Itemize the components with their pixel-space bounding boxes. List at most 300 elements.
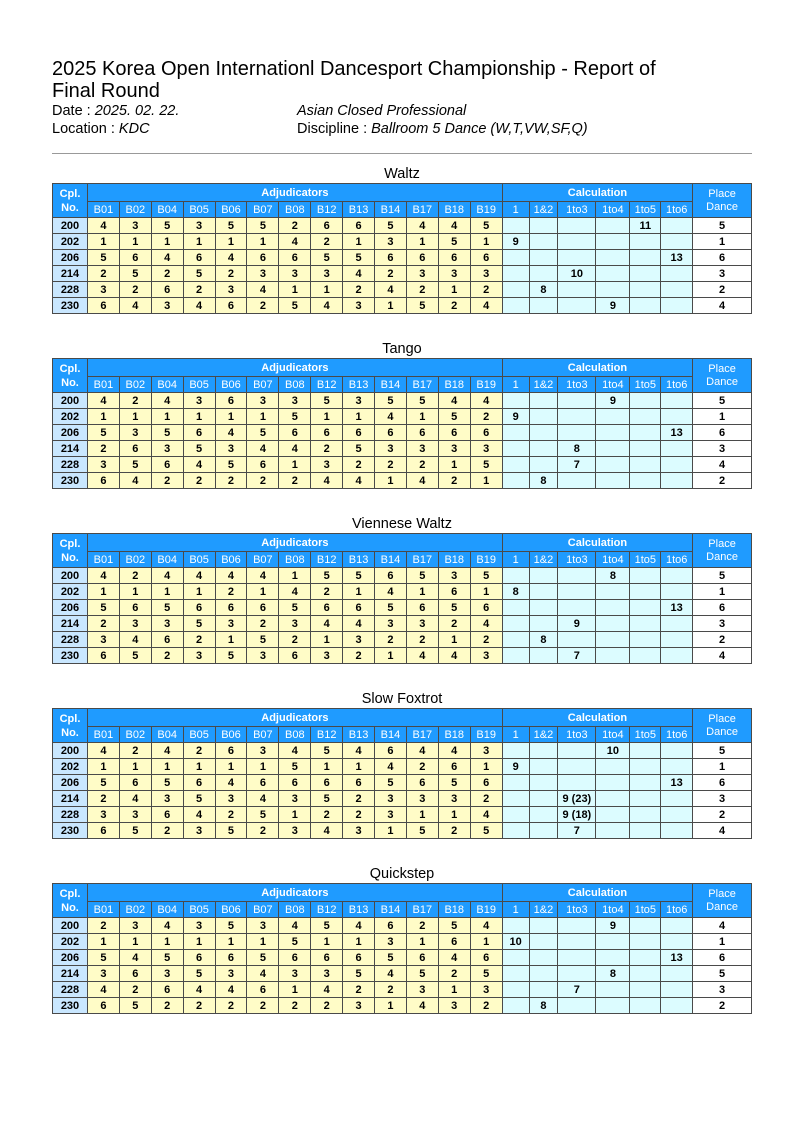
adjudicator-mark: 2 [470, 282, 502, 298]
adjudicator-mark: 6 [406, 950, 438, 966]
cpl-header-line1: Cpl. [59, 887, 81, 900]
judge-header: B06 [215, 552, 247, 568]
adjudicator-mark: 1 [470, 473, 502, 489]
adjudicator-mark: 4 [215, 568, 247, 584]
adjudicator-mark: 6 [215, 298, 247, 314]
calculation-cell [596, 759, 630, 775]
judge-header: B08 [279, 902, 311, 918]
couple-number: 200 [53, 743, 88, 759]
calculation-cell: 13 [661, 425, 693, 441]
adjudicator-mark: 4 [279, 584, 311, 600]
calculation-header: Calculation [502, 884, 692, 902]
couple-number: 202 [53, 759, 88, 775]
judge-header: B05 [183, 202, 215, 218]
calc-col-header: 1to5 [630, 902, 661, 918]
calculation-cell [596, 775, 630, 791]
calculation-cell [596, 218, 630, 234]
dance-title: Tango [382, 341, 422, 357]
adjudicator-mark: 1 [151, 234, 183, 250]
calc-col-header: 1 [502, 202, 529, 218]
couple-number: 206 [53, 600, 88, 616]
adjudicator-mark: 2 [215, 584, 247, 600]
adjudicator-mark: 3 [438, 266, 470, 282]
calc-col-header: 1to4 [596, 377, 630, 393]
adjudicator-mark: 2 [183, 473, 215, 489]
adjudicator-mark: 3 [215, 441, 247, 457]
adjudicator-mark: 1 [247, 234, 279, 250]
adjudicator-mark: 4 [406, 218, 438, 234]
calculation-cell [529, 775, 558, 791]
adjudicator-mark: 1 [151, 759, 183, 775]
place-cell: 2 [693, 282, 752, 298]
calculation-cell [596, 950, 630, 966]
adjudicator-mark: 4 [375, 584, 407, 600]
calculation-cell: 8 [596, 966, 630, 982]
judge-header: B12 [311, 727, 343, 743]
adjudicator-mark: 4 [151, 250, 183, 266]
adjudicator-mark: 4 [215, 425, 247, 441]
adjudicator-mark: 5 [119, 648, 151, 664]
couple-row [53, 807, 752, 823]
adjudicator-mark: 6 [151, 982, 183, 998]
adjudicator-mark: 2 [151, 823, 183, 839]
judge-header: B01 [87, 727, 119, 743]
adjudicator-mark: 4 [311, 982, 343, 998]
adjudicator-mark: 5 [183, 266, 215, 282]
calculation-cell [502, 918, 529, 934]
adjudicator-mark: 6 [375, 425, 407, 441]
adjudicator-mark: 3 [438, 441, 470, 457]
calculation-cell [502, 791, 529, 807]
date-label: Date : [52, 103, 91, 119]
place-cell: 4 [693, 457, 752, 473]
adjudicator-mark: 2 [438, 616, 470, 632]
calculation-cell: 13 [661, 950, 693, 966]
adjudicator-mark: 1 [183, 234, 215, 250]
adjudicator-mark: 6 [343, 775, 375, 791]
table-header-row [53, 359, 752, 377]
place-header [693, 184, 752, 218]
adjudicator-mark: 6 [470, 425, 502, 441]
couple-number: 200 [53, 918, 88, 934]
calculation-cell [558, 998, 596, 1014]
adjudicator-mark: 3 [375, 234, 407, 250]
calculation-cell: 13 [661, 775, 693, 791]
calculation-cell [661, 632, 693, 648]
calc-col-header: 1to5 [630, 377, 661, 393]
calculation-cell [661, 393, 693, 409]
adjudicator-mark: 5 [470, 568, 502, 584]
adjudicator-mark: 2 [343, 457, 375, 473]
adjudicator-mark: 4 [247, 282, 279, 298]
calculation-cell [502, 298, 529, 314]
table-header-row [53, 184, 752, 202]
place-cell: 1 [693, 759, 752, 775]
adjudicator-mark: 1 [119, 409, 151, 425]
adjudicator-mark: 5 [247, 950, 279, 966]
adjudicator-mark: 5 [215, 823, 247, 839]
adjudicator-mark: 2 [151, 998, 183, 1014]
adjudicator-mark: 6 [215, 743, 247, 759]
adjudicator-mark: 1 [438, 807, 470, 823]
adjudicator-mark: 3 [215, 791, 247, 807]
adjudicator-mark: 6 [406, 425, 438, 441]
adjudicator-mark: 3 [311, 457, 343, 473]
adjudicator-mark: 6 [87, 823, 119, 839]
adjudicator-mark: 5 [87, 600, 119, 616]
calc-col-header: 1to4 [596, 202, 630, 218]
adjudicator-mark: 5 [470, 823, 502, 839]
table-subheader-row [53, 902, 752, 918]
calculation-cell [630, 823, 661, 839]
adjudicator-mark: 2 [375, 266, 407, 282]
adjudicator-mark: 1 [87, 759, 119, 775]
adjudicator-mark: 2 [183, 743, 215, 759]
adjudicator-mark: 4 [438, 743, 470, 759]
couple-number: 214 [53, 966, 88, 982]
calculation-cell: 10 [558, 266, 596, 282]
judge-header: B14 [375, 552, 407, 568]
adjudicator-mark: 2 [87, 791, 119, 807]
adjudicator-mark: 5 [247, 425, 279, 441]
adjudicator-mark: 2 [343, 282, 375, 298]
results-table [52, 533, 752, 664]
judge-header: B19 [470, 377, 502, 393]
couple-number: 228 [53, 982, 88, 998]
calculation-cell [661, 934, 693, 950]
adjudicator-mark: 2 [375, 632, 407, 648]
place-cell: 4 [693, 298, 752, 314]
couple-number: 202 [53, 934, 88, 950]
adjudicator-mark: 1 [406, 807, 438, 823]
calculation-cell [502, 266, 529, 282]
calculation-cell [630, 616, 661, 632]
adjudicator-mark: 4 [119, 791, 151, 807]
calculation-cell [502, 823, 529, 839]
calc-col-header: 1to5 [630, 552, 661, 568]
calculation-cell [558, 568, 596, 584]
adjudicator-mark: 1 [151, 584, 183, 600]
cpl-header [53, 184, 88, 218]
calculation-cell [596, 982, 630, 998]
calculation-cell [529, 584, 558, 600]
adjudicator-mark: 6 [215, 600, 247, 616]
adjudicator-mark: 3 [151, 966, 183, 982]
calculation-cell [596, 457, 630, 473]
couple-row [53, 759, 752, 775]
adjudicator-mark: 5 [183, 791, 215, 807]
place-header-line1: Place [708, 887, 736, 900]
place-cell: 5 [693, 393, 752, 409]
table-header-row [53, 884, 752, 902]
calculation-cell [596, 473, 630, 489]
calculation-cell [529, 743, 558, 759]
adjudicator-mark: 5 [311, 250, 343, 266]
calculation-cell [661, 982, 693, 998]
adjudicator-mark: 3 [343, 823, 375, 839]
calculation-cell [596, 282, 630, 298]
place-cell: 1 [693, 934, 752, 950]
calculation-cell [630, 568, 661, 584]
adjudicator-mark: 5 [375, 600, 407, 616]
calculation-cell: 11 [630, 218, 661, 234]
adjudicator-mark: 1 [215, 409, 247, 425]
calculation-cell [596, 266, 630, 282]
adjudicator-mark: 6 [183, 250, 215, 266]
table-header-row [53, 534, 752, 552]
calc-col-header: 1&2 [529, 377, 558, 393]
judge-header: B12 [311, 202, 343, 218]
adjudicator-mark: 6 [87, 648, 119, 664]
calculation-cell [596, 425, 630, 441]
adjudicator-mark: 4 [311, 298, 343, 314]
adjudicator-mark: 2 [311, 584, 343, 600]
adjudicator-mark: 4 [87, 393, 119, 409]
calculation-cell [558, 282, 596, 298]
adjudicator-mark: 3 [438, 998, 470, 1014]
calc-col-header: 1to5 [630, 727, 661, 743]
cpl-header-line2: No. [61, 901, 79, 914]
calculation-cell: 9 [502, 234, 529, 250]
judge-header: B08 [279, 377, 311, 393]
judge-header: B14 [375, 727, 407, 743]
adjudicator-mark: 2 [87, 441, 119, 457]
place-cell: 3 [693, 266, 752, 282]
adjudicator-mark: 1 [470, 759, 502, 775]
adjudicator-mark: 3 [311, 966, 343, 982]
calculation-cell [661, 568, 693, 584]
adjudicator-mark: 4 [151, 568, 183, 584]
adjudicator-mark: 1 [438, 632, 470, 648]
adjudicator-mark: 2 [119, 393, 151, 409]
calculation-cell [661, 648, 693, 664]
calculation-cell [558, 393, 596, 409]
adjudicator-mark: 4 [151, 393, 183, 409]
calc-col-header: 1&2 [529, 552, 558, 568]
calculation-cell [502, 966, 529, 982]
adjudicator-mark: 1 [375, 823, 407, 839]
adjudicator-mark: 6 [247, 982, 279, 998]
adjudicator-mark: 3 [215, 616, 247, 632]
calc-col-header: 1to4 [596, 902, 630, 918]
adjudicator-mark: 3 [183, 393, 215, 409]
adjudicator-mark: 6 [183, 600, 215, 616]
calculation-cell [529, 950, 558, 966]
adjudicator-mark: 2 [119, 282, 151, 298]
adjudicator-mark: 2 [406, 759, 438, 775]
cpl-header-line1: Cpl. [59, 362, 81, 375]
calculation-cell [529, 823, 558, 839]
place-header-line2: Dance [706, 200, 738, 213]
dance-title: Slow Foxtrot [361, 691, 443, 707]
calculation-cell: 8 [502, 584, 529, 600]
adjudicator-mark: 3 [119, 218, 151, 234]
results-table [52, 358, 752, 489]
judge-header: B05 [183, 377, 215, 393]
adjudicator-mark: 3 [375, 807, 407, 823]
couple-row [53, 600, 752, 616]
judge-header: B13 [343, 202, 375, 218]
adjudicator-mark: 5 [87, 950, 119, 966]
place-header-line1: Place [708, 187, 736, 200]
calculation-cell [596, 648, 630, 664]
adjudicator-mark: 1 [311, 282, 343, 298]
adjudicator-mark: 2 [247, 823, 279, 839]
adjudicator-mark: 3 [375, 616, 407, 632]
adjudicator-mark: 4 [151, 918, 183, 934]
place-cell: 1 [693, 584, 752, 600]
adjudicator-mark: 2 [470, 998, 502, 1014]
adjudicator-mark: 3 [151, 298, 183, 314]
adjudicator-mark: 3 [183, 218, 215, 234]
adjudicator-mark: 3 [87, 457, 119, 473]
adjudicator-mark: 3 [470, 441, 502, 457]
calculation-cell [502, 441, 529, 457]
adjudicator-mark: 1 [279, 568, 311, 584]
adjudicator-mark: 3 [87, 966, 119, 982]
adjudicator-mark: 6 [87, 473, 119, 489]
judge-header: B07 [247, 202, 279, 218]
calculation-cell [596, 234, 630, 250]
couple-number: 230 [53, 998, 88, 1014]
dance-section [52, 516, 752, 664]
adjudicators-header: Adjudicators [87, 884, 502, 902]
adjudicator-mark: 6 [183, 950, 215, 966]
judge-header: B02 [119, 552, 151, 568]
adjudicator-mark: 2 [470, 632, 502, 648]
adjudicator-mark: 4 [343, 743, 375, 759]
calculation-cell [661, 473, 693, 489]
dance-title: Waltz [384, 166, 420, 182]
calculation-cell [529, 441, 558, 457]
adjudicator-mark: 4 [343, 473, 375, 489]
adjudicator-mark: 5 [311, 393, 343, 409]
adjudicator-mark: 4 [215, 250, 247, 266]
calculation-cell [596, 409, 630, 425]
adjudicator-mark: 6 [119, 775, 151, 791]
adjudicator-mark: 5 [438, 918, 470, 934]
adjudicator-mark: 6 [343, 425, 375, 441]
adjudicator-mark: 4 [343, 616, 375, 632]
adjudicator-mark: 5 [119, 457, 151, 473]
place-cell: 3 [693, 982, 752, 998]
adjudicator-mark: 5 [215, 918, 247, 934]
calculation-cell [630, 282, 661, 298]
calculation-cell [661, 998, 693, 1014]
couple-number: 228 [53, 457, 88, 473]
calculation-cell [630, 234, 661, 250]
adjudicator-mark: 4 [279, 441, 311, 457]
dance-title: Viennese Waltz [352, 516, 452, 532]
judge-header: B18 [438, 902, 470, 918]
adjudicator-mark: 5 [151, 425, 183, 441]
adjudicator-mark: 6 [470, 600, 502, 616]
calculation-cell [661, 918, 693, 934]
table-subheader-row [53, 377, 752, 393]
adjudicator-mark: 4 [311, 823, 343, 839]
adjudicator-mark: 4 [470, 298, 502, 314]
adjudicator-mark: 2 [87, 918, 119, 934]
place-cell: 3 [693, 441, 752, 457]
calculation-cell [630, 998, 661, 1014]
table-subheader-row [53, 727, 752, 743]
adjudicator-mark: 6 [311, 218, 343, 234]
adjudicator-mark: 5 [343, 966, 375, 982]
couple-number: 202 [53, 584, 88, 600]
judge-header: B06 [215, 902, 247, 918]
couple-row [53, 234, 752, 250]
couple-number: 200 [53, 218, 88, 234]
calculation-cell [630, 632, 661, 648]
adjudicator-mark: 6 [279, 775, 311, 791]
couple-row [53, 584, 752, 600]
adjudicator-mark: 1 [438, 282, 470, 298]
adjudicator-mark: 1 [247, 409, 279, 425]
couple-number: 230 [53, 298, 88, 314]
adjudicator-mark: 1 [87, 234, 119, 250]
calc-col-header: 1to6 [661, 902, 693, 918]
adjudicator-mark: 5 [375, 950, 407, 966]
calculation-cell: 8 [529, 473, 558, 489]
adjudicator-mark: 3 [406, 616, 438, 632]
adjudicator-mark: 2 [215, 473, 247, 489]
adjudicator-mark: 4 [183, 982, 215, 998]
adjudicator-mark: 2 [470, 791, 502, 807]
adjudicator-mark: 2 [183, 998, 215, 1014]
adjudicator-mark: 1 [343, 584, 375, 600]
adjudicator-mark: 4 [438, 950, 470, 966]
adjudicator-mark: 5 [406, 823, 438, 839]
calc-col-header: 1to6 [661, 727, 693, 743]
adjudicator-mark: 3 [247, 648, 279, 664]
calc-col-header: 1to4 [596, 727, 630, 743]
adjudicator-mark: 1 [343, 409, 375, 425]
adjudicator-mark: 6 [343, 600, 375, 616]
couple-number: 200 [53, 568, 88, 584]
adjudicator-mark: 1 [119, 234, 151, 250]
adjudicator-mark: 2 [438, 823, 470, 839]
calculation-cell [596, 584, 630, 600]
adjudicator-mark: 1 [183, 759, 215, 775]
adjudicator-mark: 3 [343, 393, 375, 409]
calculation-cell: 8 [558, 441, 596, 457]
calculation-cell [630, 966, 661, 982]
calc-col-header: 1to4 [596, 552, 630, 568]
judge-header: B13 [343, 377, 375, 393]
adjudicator-mark: 1 [375, 648, 407, 664]
calculation-cell: 10 [502, 934, 529, 950]
table-subheader-row [53, 202, 752, 218]
calculation-cell [529, 250, 558, 266]
adjudicator-mark: 4 [406, 998, 438, 1014]
calculation-cell [630, 791, 661, 807]
calculation-cell [630, 600, 661, 616]
calculation-cell [529, 298, 558, 314]
calculation-cell [558, 759, 596, 775]
adjudicator-mark: 5 [119, 823, 151, 839]
couple-row [53, 218, 752, 234]
adjudicator-mark: 2 [343, 982, 375, 998]
adjudicator-mark: 6 [311, 425, 343, 441]
couple-row [53, 266, 752, 282]
judge-header: B12 [311, 377, 343, 393]
calculation-cell: 13 [661, 250, 693, 266]
calculation-cell [502, 600, 529, 616]
adjudicator-mark: 5 [470, 966, 502, 982]
adjudicator-mark: 2 [375, 457, 407, 473]
couple-row [53, 473, 752, 489]
adjudicator-mark: 5 [183, 441, 215, 457]
